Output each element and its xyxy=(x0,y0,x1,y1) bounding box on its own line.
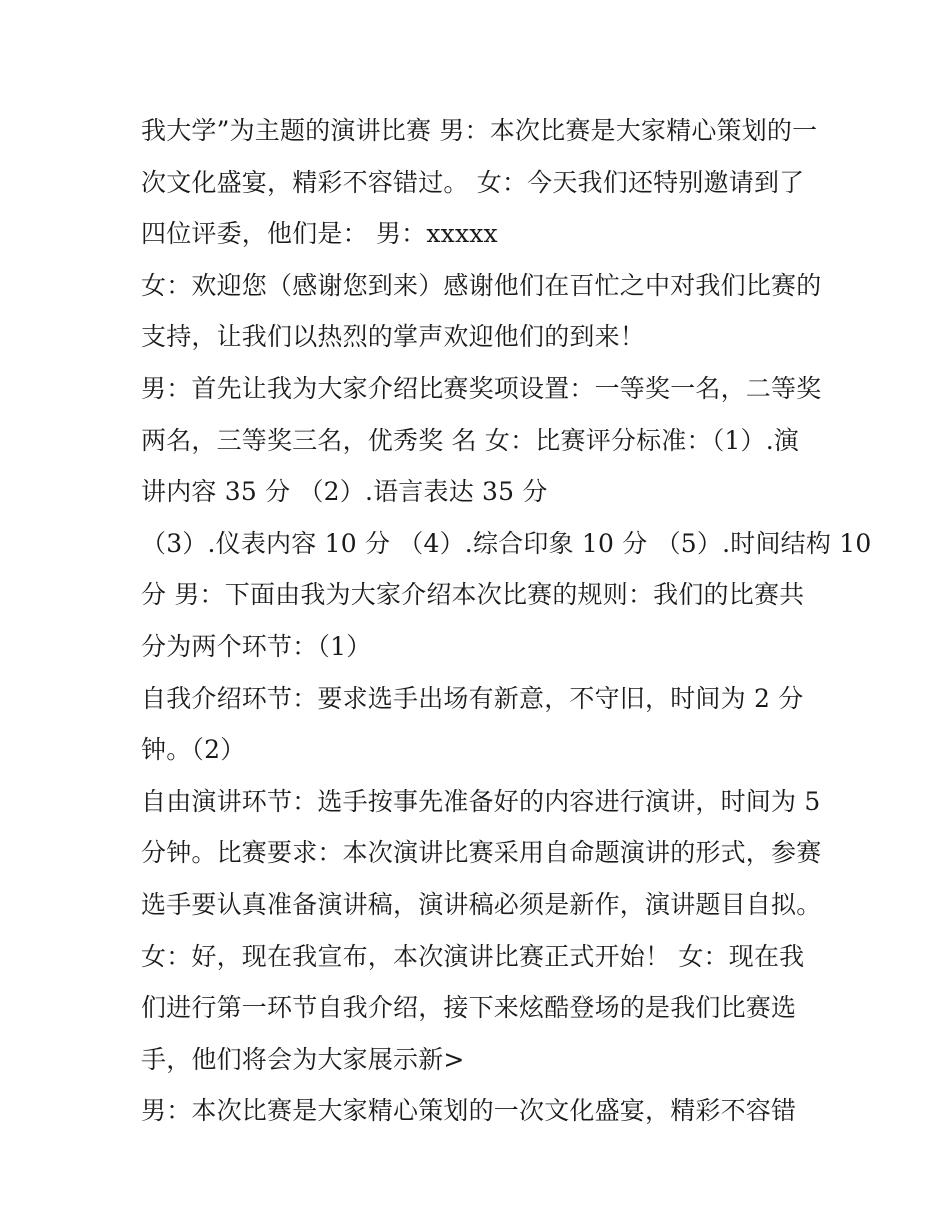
text-line: 们进行第一环节自我介绍，接下来炫酷登场的是我们比赛选 xyxy=(141,993,797,1023)
text-line: 手，他们将会为大家展示新> xyxy=(141,1044,465,1074)
text-line: 女：好，现在我宣布，本次演讲比赛正式开始！ 女：现在我 xyxy=(141,941,805,971)
text-line: 男：首先让我为大家介绍比赛奖项设置：一等奖一名，二等奖 xyxy=(141,373,822,403)
text-line: 分钟。比赛要求：本次演讲比赛采用自命题演讲的形式，参赛 xyxy=(141,838,822,868)
text-line: 分为两个环节：（1） xyxy=(141,631,372,661)
text-line: 四位评委，他们是： 男：xxxxx xyxy=(141,219,498,249)
text-line: 次文化盛宴，精彩不容错过。 女：今天我们还特别邀请到了 xyxy=(141,167,805,197)
text-line: 钟。（2） xyxy=(141,735,246,765)
text-line: 自我介绍环节：要求选手出场有新意，不守旧，时间为 2 分 xyxy=(141,683,804,713)
text-line: 男：本次比赛是大家精心策划的一次文化盛宴，精彩不容错 xyxy=(141,1096,797,1126)
text-line: 选手要认真准备演讲稿，演讲稿必须是新作，演讲题目自拟。 xyxy=(141,889,822,919)
text-line: （3）.仪表内容 10 分 （4）.综合印象 10 分 （5）.时间结构 10 xyxy=(141,528,872,558)
text-line: 分 男：下面由我为大家介绍本次比赛的规则：我们的比赛共 xyxy=(141,580,805,610)
text-line: 女：欢迎您（感谢您到来）感谢他们在百忙之中对我们比赛的 xyxy=(141,270,822,300)
text-line: 两名，三等奖三名，优秀奖 名 女：比赛评分标准：（1）.演 xyxy=(141,425,800,455)
text-line: 讲内容 35 分 （2）.语言表达 35 分 xyxy=(141,477,548,507)
text-line: 支持，让我们以热烈的掌声欢迎他们的到来！ xyxy=(141,322,646,352)
document-body xyxy=(141,105,872,1137)
text-line: 我大学”为主题的演讲比赛 男：本次比赛是大家精心策划的一 xyxy=(141,116,818,145)
text-line: 自由演讲环节：选手按事先准备好的内容进行演讲，时间为 5 xyxy=(141,786,821,816)
